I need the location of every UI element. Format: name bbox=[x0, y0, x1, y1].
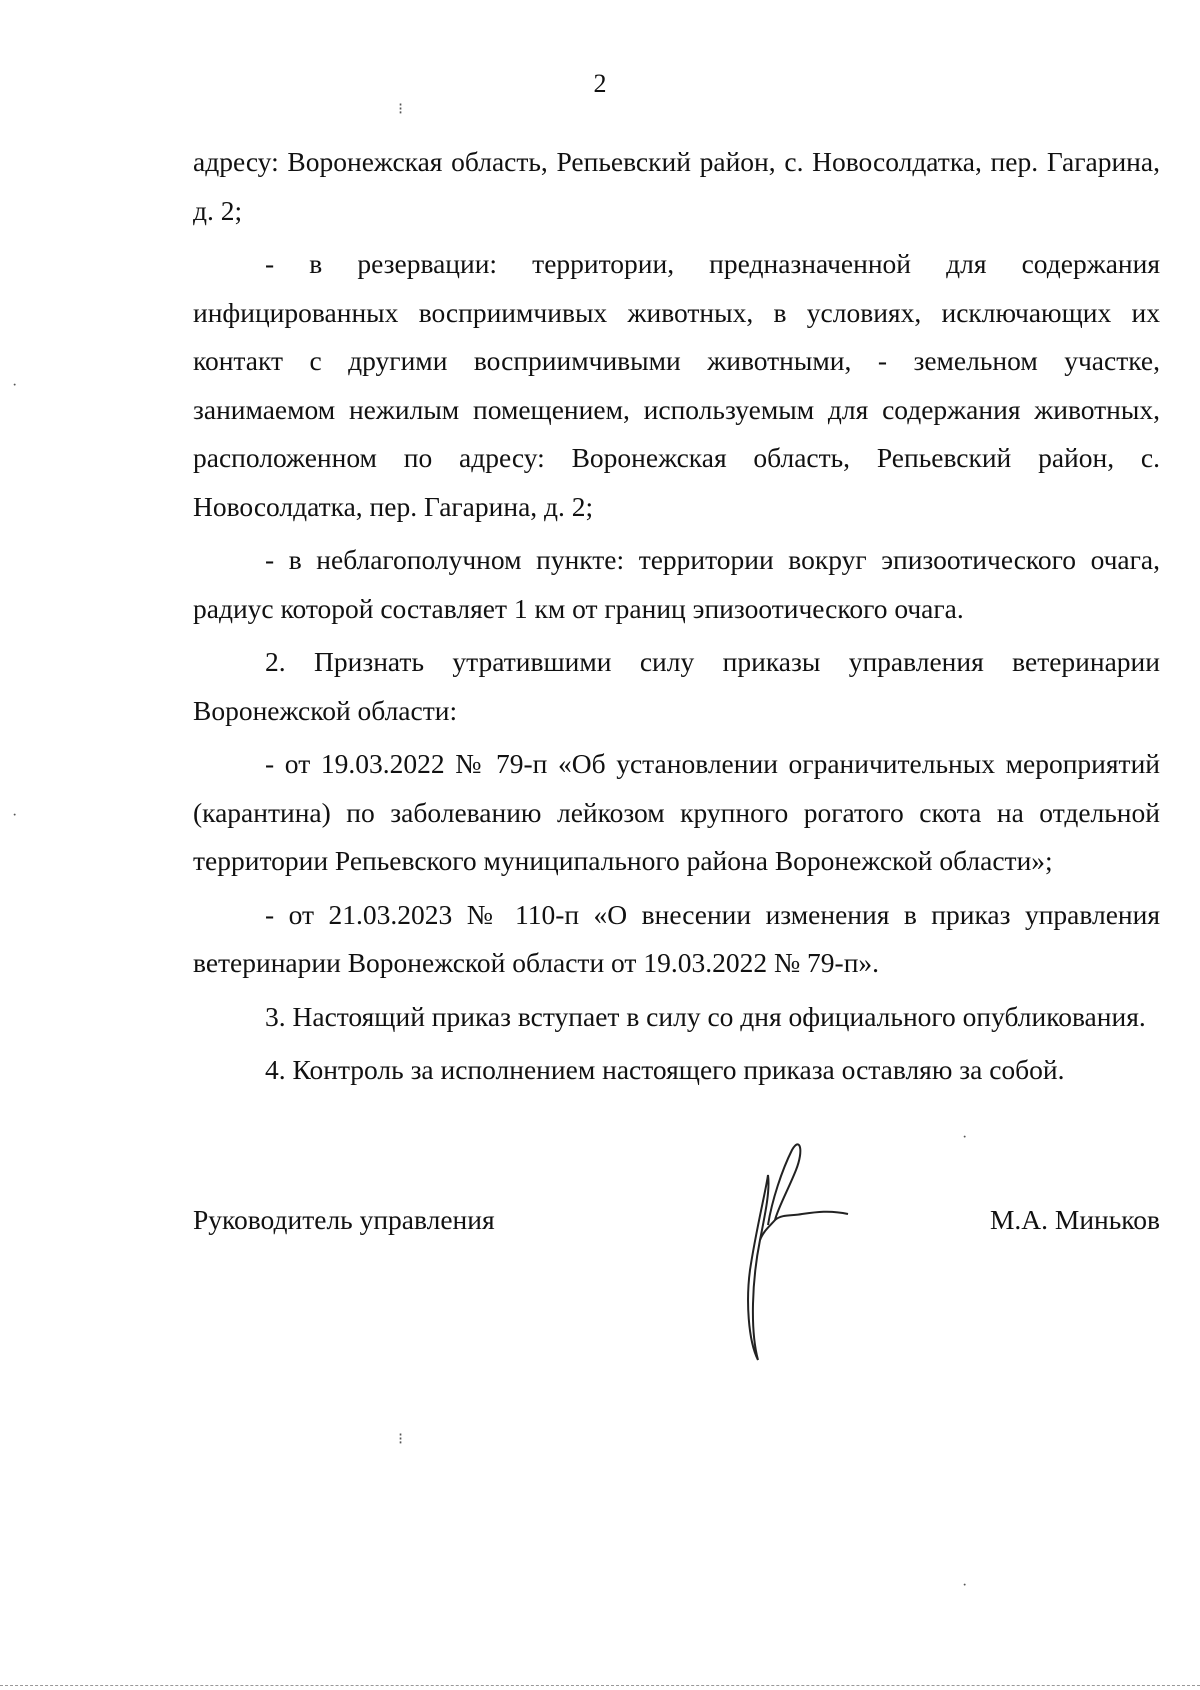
paragraph-item-3: 3. Настоящий приказ вступает в силу со дня официального опубликования. bbox=[265, 1000, 1146, 1032]
scan-speck: · bbox=[12, 377, 18, 394]
signer-position: Руководитель управления bbox=[193, 1204, 495, 1235]
scan-speck: ⁝ bbox=[398, 1431, 404, 1448]
paragraph-order-110: - от 21.03.2023 № 110-п «О внесении изменения в приказ управления ветеринарии Воронежской области от 19.03.2022 № 79-п». bbox=[193, 898, 1160, 978]
paragraph-item-2: 2. Признать утратившими силу приказы управления ветеринарии Воронежской области: bbox=[193, 646, 1160, 726]
signer-name: М.А. Миньков bbox=[989, 1204, 1160, 1235]
handwritten-signature bbox=[720, 1130, 870, 1370]
paragraph-reservation: - в резервации: территории, предназначенной для содержания инфицированных восприимчивых животных, в условиях, исключающих их контакт с другими восприимчивыми животными, - земельном участке, занимаемом нежилым помещением, используемым для содержания животных, расположенном по адресу: Воронежская область, Репьевский район, с. Новосолдатка, пер. Гагарина, д. 2; bbox=[193, 248, 1160, 522]
document-body bbox=[193, 138, 1160, 1095]
scan-speck: · bbox=[962, 1577, 968, 1594]
paragraph-item-4: 4. Контроль за исполнением настоящего приказа оставляю за собой. bbox=[265, 1054, 1065, 1085]
paragraph-address-continuation: адресу: Воронежская область, Репьевский район, с. Новосолдатка, пер. Гагарина, д. 2; bbox=[193, 146, 1160, 226]
scan-speck: · bbox=[962, 1129, 968, 1146]
scan-bottom-edge bbox=[0, 1685, 1200, 1686]
page-number: 2 bbox=[593, 69, 607, 98]
paragraph-unfavorable-point: - в неблагополучном пункте: территории вокруг эпизоотического очага, радиус которой составляет 1 км от границ эпизоотического очага. bbox=[193, 544, 1160, 624]
signature-block bbox=[193, 1200, 1160, 1240]
scan-speck: ⁝ bbox=[398, 101, 404, 118]
paragraph-order-79: - от 19.03.2022 № 79-п «Об установлении ограничительных мероприятий (карантина) по заболеванию лейкозом крупного рогатого скота на отдельной территории Репьевского муниципального района Воронежской области»; bbox=[193, 748, 1160, 876]
scan-speck: · bbox=[12, 807, 18, 824]
